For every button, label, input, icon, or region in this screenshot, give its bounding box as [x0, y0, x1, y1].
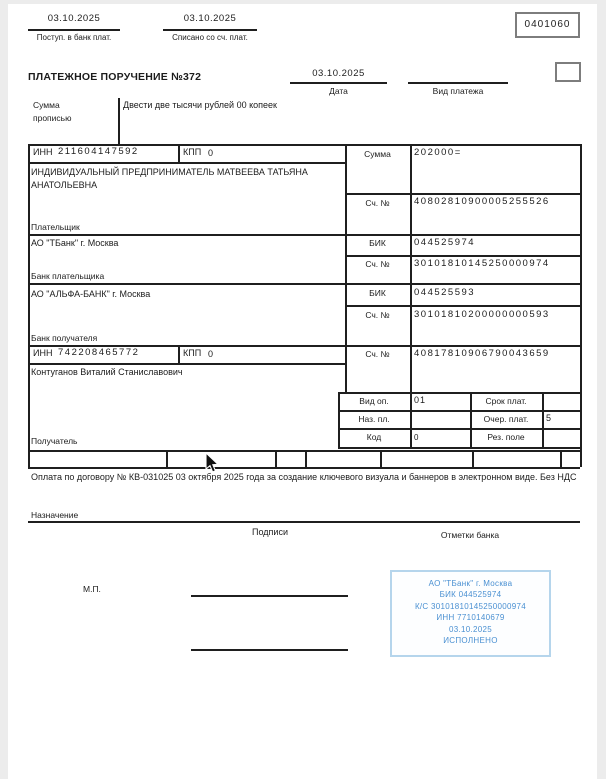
divider — [542, 392, 544, 447]
purpose-section-label: Назначение — [31, 510, 79, 520]
payer-kpp-value: 0 — [208, 148, 214, 158]
amount-words-label-1: Сумма — [33, 100, 60, 110]
divider — [408, 82, 508, 84]
sum-label: Сумма — [364, 149, 391, 159]
payer-inn-value: 211604147592 — [58, 146, 139, 157]
payer-bank-name: АО "ТБанк" г. Москва — [31, 238, 119, 248]
stamp-place-label: М.П. — [83, 584, 101, 594]
purpose-code-label: Наз. пл. — [358, 414, 390, 424]
stamp-bank-name: АО "ТБанк" г. Москва — [428, 579, 513, 588]
payee-bank-name: АО "АЛЬФА-БАНК" г. Москва — [31, 289, 151, 299]
divider — [275, 450, 277, 467]
payee-section-label: Получатель — [31, 436, 78, 446]
payer-bank-bik-value: 044525974 — [414, 237, 476, 248]
divider — [338, 447, 580, 449]
payment-purpose-text: Оплата по договору № КВ-031025 03 октября 2025 года за создание ключевого визуала и баннеров в электронном виде. Без НДС — [31, 472, 577, 482]
payee-inn-label: ИНН — [33, 348, 53, 358]
payment-type-label: Вид платежа — [432, 86, 484, 96]
signature-line-1 — [191, 595, 348, 597]
payee-bank-account-value: 30101810200000000593 — [414, 309, 550, 320]
received-label: Поступ. в банк плат. — [36, 33, 112, 42]
divider — [163, 29, 257, 31]
divider — [178, 345, 180, 363]
payer-bank-bik-label: БИК — [369, 238, 386, 248]
code-value: 0 — [414, 433, 419, 442]
divider — [560, 450, 562, 467]
payee-bank-bik-value: 044525593 — [414, 287, 476, 298]
divider — [28, 467, 580, 469]
mouse-cursor-icon — [204, 452, 219, 474]
form-code: 0401060 — [524, 19, 571, 30]
payer-account-value: 40802810900005255526 — [414, 196, 550, 207]
divider — [338, 392, 580, 394]
divider — [28, 521, 580, 523]
stamp-bik: БИК 044525974 — [439, 590, 502, 600]
divider — [28, 234, 580, 236]
divider — [166, 450, 168, 467]
date-label: Дата — [329, 86, 348, 96]
amount-words-value: Двести две тысячи рублей 00 копеек — [123, 100, 277, 110]
divider — [28, 450, 580, 452]
divider — [345, 255, 580, 257]
stamp-corr-account: К/С 30101810145250000974 — [414, 601, 527, 611]
priority-label: Очер. плат. — [483, 414, 529, 424]
amount-words-label-2: прописью — [33, 113, 72, 123]
signature-line-2 — [191, 649, 348, 651]
divider — [345, 305, 580, 307]
divider — [28, 162, 345, 164]
payee-bank-bik-label: БИК — [369, 288, 386, 298]
reserve-field-label: Рез. поле — [487, 432, 525, 442]
payer-inn-label: ИНН — [33, 147, 53, 157]
divider — [380, 450, 382, 467]
stamp-inn: ИНН 7710140679 — [436, 613, 505, 623]
payer-section-label: Плательщик — [31, 222, 80, 232]
divider — [28, 29, 120, 31]
payee-account-value: 40817810906790043659 — [414, 348, 550, 359]
stamp-date: 03.10.2025 — [448, 624, 493, 634]
sum-value: 202000= — [414, 147, 462, 158]
op-type-value: 01 — [414, 395, 427, 405]
divider — [338, 428, 580, 430]
priority-value: 5 — [546, 413, 552, 423]
status-box — [555, 62, 581, 82]
payee-kpp-value: 0 — [208, 349, 214, 359]
divider — [345, 193, 580, 195]
divider — [410, 144, 412, 447]
payer-bank-account-value: 30101810145250000974 — [414, 258, 550, 269]
payer-bank-account-label: Сч. № — [365, 259, 390, 269]
document-title: ПЛАТЕЖНОЕ ПОРУЧЕНИЕ №372 — [28, 71, 202, 83]
bank-marks-label: Отметки банка — [440, 530, 500, 540]
payer-account-label: Сч. № — [365, 198, 390, 208]
payee-inn-value: 742208465772 — [58, 347, 140, 358]
debited-label: Списано со сч. плат. — [172, 33, 248, 42]
payee-kpp-label: КПП — [183, 348, 202, 358]
payer-kpp-label: КПП — [183, 147, 202, 157]
divider — [28, 283, 580, 285]
code-label: Код — [366, 432, 382, 442]
stamp-status: ИСПОЛНЕНО — [443, 636, 498, 646]
payee-bank-section-label: Банк получателя — [31, 333, 98, 343]
signatures-label: Подписи — [252, 527, 288, 537]
divider — [580, 144, 582, 467]
divider — [305, 450, 307, 467]
payee-name: Контуганов Виталий Станиславович — [31, 367, 183, 377]
divider — [338, 410, 580, 412]
page-left-margin — [0, 0, 8, 779]
divider — [28, 144, 30, 467]
page-top-margin — [0, 0, 606, 4]
bank-execution-stamp — [390, 570, 551, 657]
page-right-margin — [597, 0, 606, 779]
payee-bank-account-label: Сч. № — [365, 310, 390, 320]
divider — [472, 450, 474, 467]
payer-bank-section-label: Банк плательщика — [31, 271, 105, 281]
divider — [28, 363, 345, 365]
payee-account-label: Сч. № — [365, 349, 390, 359]
op-type-label: Вид оп. — [359, 396, 389, 406]
debited-date: 03.10.2025 — [183, 13, 237, 24]
divider — [178, 144, 180, 162]
due-date-label: Срок плат. — [485, 396, 527, 406]
document-date: 03.10.2025 — [312, 68, 365, 79]
payer-name: ИНДИВИДУАЛЬНЫЙ ПРЕДПРИНИМАТЕЛЬ МАТВЕЕВА ТАТЬЯНА АНАТОЛЬЕВНА — [31, 167, 308, 190]
divider — [118, 98, 120, 144]
form-code-box — [515, 12, 580, 38]
divider — [290, 82, 387, 84]
received-date: 03.10.2025 — [47, 13, 101, 24]
